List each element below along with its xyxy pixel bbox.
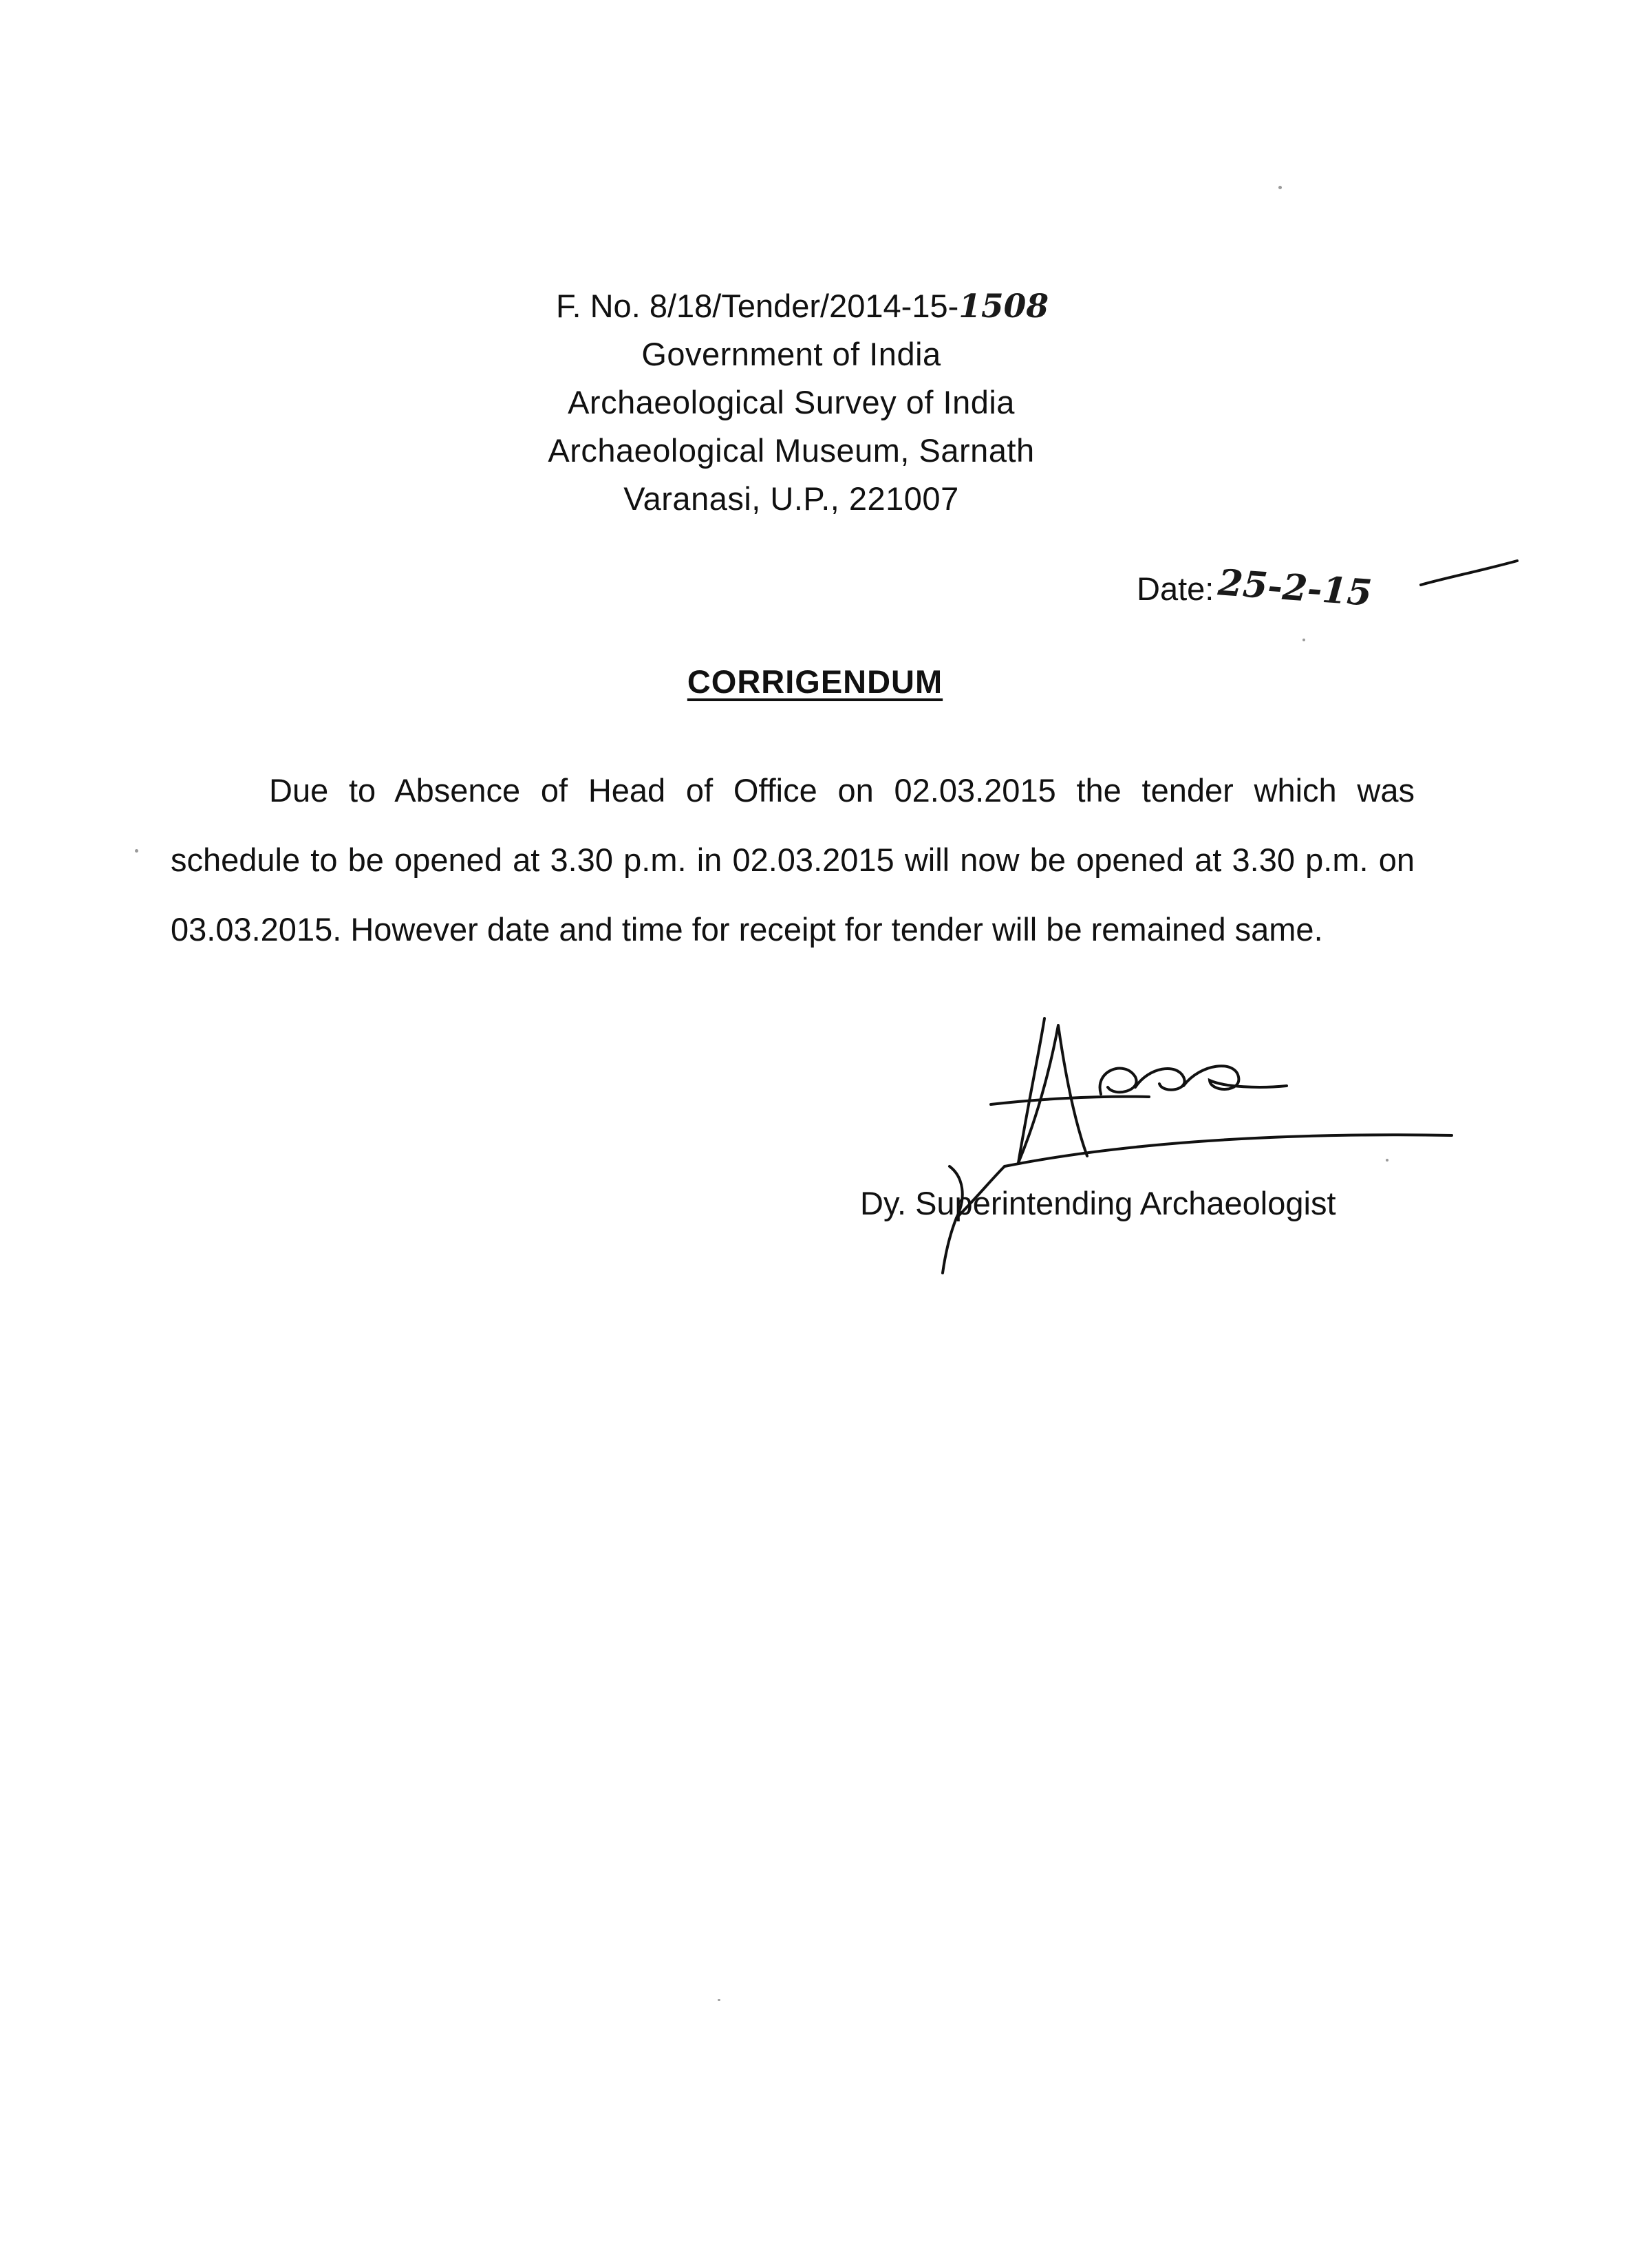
- letterhead: [482, 330, 1101, 523]
- scan-speck: [1278, 186, 1282, 189]
- document-title: CORRIGENDUM: [687, 663, 943, 700]
- date-handwritten: 25-2-15: [1216, 561, 1374, 614]
- letterhead-office: Archaeological Museum, Sarnath: [548, 432, 1035, 469]
- signatory-designation: Dy. Superintending Archaeologist: [860, 1185, 1336, 1221]
- letterhead-organization: Archaeological Survey of India: [568, 384, 1015, 420]
- letterhead-address: Varanasi, U.P., 221007: [623, 480, 959, 517]
- scan-speck: [135, 849, 138, 853]
- date-line: [1137, 561, 1374, 614]
- signature-mark: [888, 1012, 1479, 1301]
- date-label: Date:: [1137, 570, 1214, 607]
- scan-speck: [1386, 1159, 1388, 1162]
- file-number: [556, 282, 1049, 331]
- date-pen-stroke: [1417, 554, 1521, 595]
- letterhead-government: Government of India: [641, 336, 941, 372]
- file-number-handwritten: 1508: [958, 288, 1049, 325]
- scan-speck: [1302, 639, 1305, 641]
- scan-speck: [718, 1999, 720, 2001]
- body-paragraph: Due to Absence of Head of Office on 02.03.2015 the tender which was schedule to be opened at 3.30 p.m. in 02.03.2015 will now be opened at 3.30 p.m. on 03.03.2015. However date and time for receipt for tender will be remained same.: [171, 772, 1415, 948]
- file-number-printed: F. No. 8/18/Tender/2014-15-: [556, 288, 959, 324]
